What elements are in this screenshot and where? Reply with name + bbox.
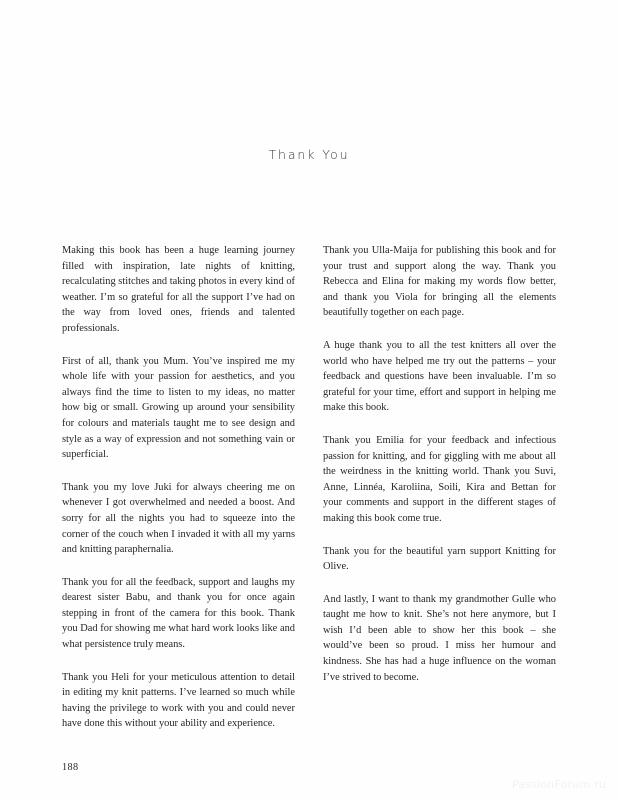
text-column-right: [323, 243, 556, 732]
page-title: Thank You: [268, 147, 350, 162]
watermark: PassionForum.ru: [512, 778, 606, 791]
paragraph: Thank you my love Juki for always cheering me on whenever I got overwhelmed and needed a boost. And sorry for all the nights you had to squeeze into the corner of the couch when I invaded it with all my yarns and knitting paraphernalia.: [62, 481, 295, 556]
paragraph: Thank you for the beautiful yarn support Knitting for Olive.: [323, 545, 556, 573]
paragraph: Making this book has been a huge learning journey filled with inspiration, late nights of knitting, recalculating stitches and taking photos in every kind of weather. I’m so grateful for all the support I’ve had on the way from loved ones, friends and talented professionals.: [62, 245, 295, 334]
text-columns: [62, 243, 556, 732]
paragraph: Thank you for all the feedback, support and laughs my dearest sister Babu, and thank you for once again stepping in front of the camera for this book. Thank you Dad for showing me what hard work looks like and what persistence truly means.: [62, 576, 295, 651]
paragraph: First of all, thank you Mum. You’ve inspired me my whole life with your passion for aesthetics, and you always find the time to listen to my ideas, no matter how big or small. Growing up around your sensibility for colours and materials taught me to see design and style as a way of expression and not something vain or superficial.: [62, 355, 295, 461]
paragraph: Thank you Emilia for your feedback and infectious passion for knitting, and for giggling with me about all the weirdness in the knitting world. Thank you Suvi, Anne, Linnéa, Karoliina, Soili, Kira and Bettan for your comments and support in the different stages of making this book come true.: [323, 434, 556, 524]
paragraph: Thank you Ulla-Maija for publishing this book and for your trust and support along the way. Thank you Rebecca and Elina for making my words flow better, and thank you Viola for bringing all the elements beautifully together on each page.: [323, 245, 556, 319]
page-number: 188: [62, 762, 79, 773]
paragraph: Thank you Heli for your meticulous attention to detail in editing my knit patterns. I’ve learned so much while having the privilege to work with you and could never have done this without your ability and experience.: [62, 671, 295, 730]
paragraph: And lastly, I want to thank my grandmother Gulle who taught me how to knit. She’s not here anymore, but I wish I’d been able to show her this book – she would’ve been so proud. I miss her humour and kindness. She has had a huge influence on the woman I’ve strived to become.: [323, 593, 556, 683]
paragraph: A huge thank you to all the test knitters all over the world who have helped me try out the patterns – your feedback and questions have been invaluable. I’m so grateful for your time, effort and support in helping me make this book.: [323, 339, 556, 414]
text-column-left: [62, 243, 295, 732]
